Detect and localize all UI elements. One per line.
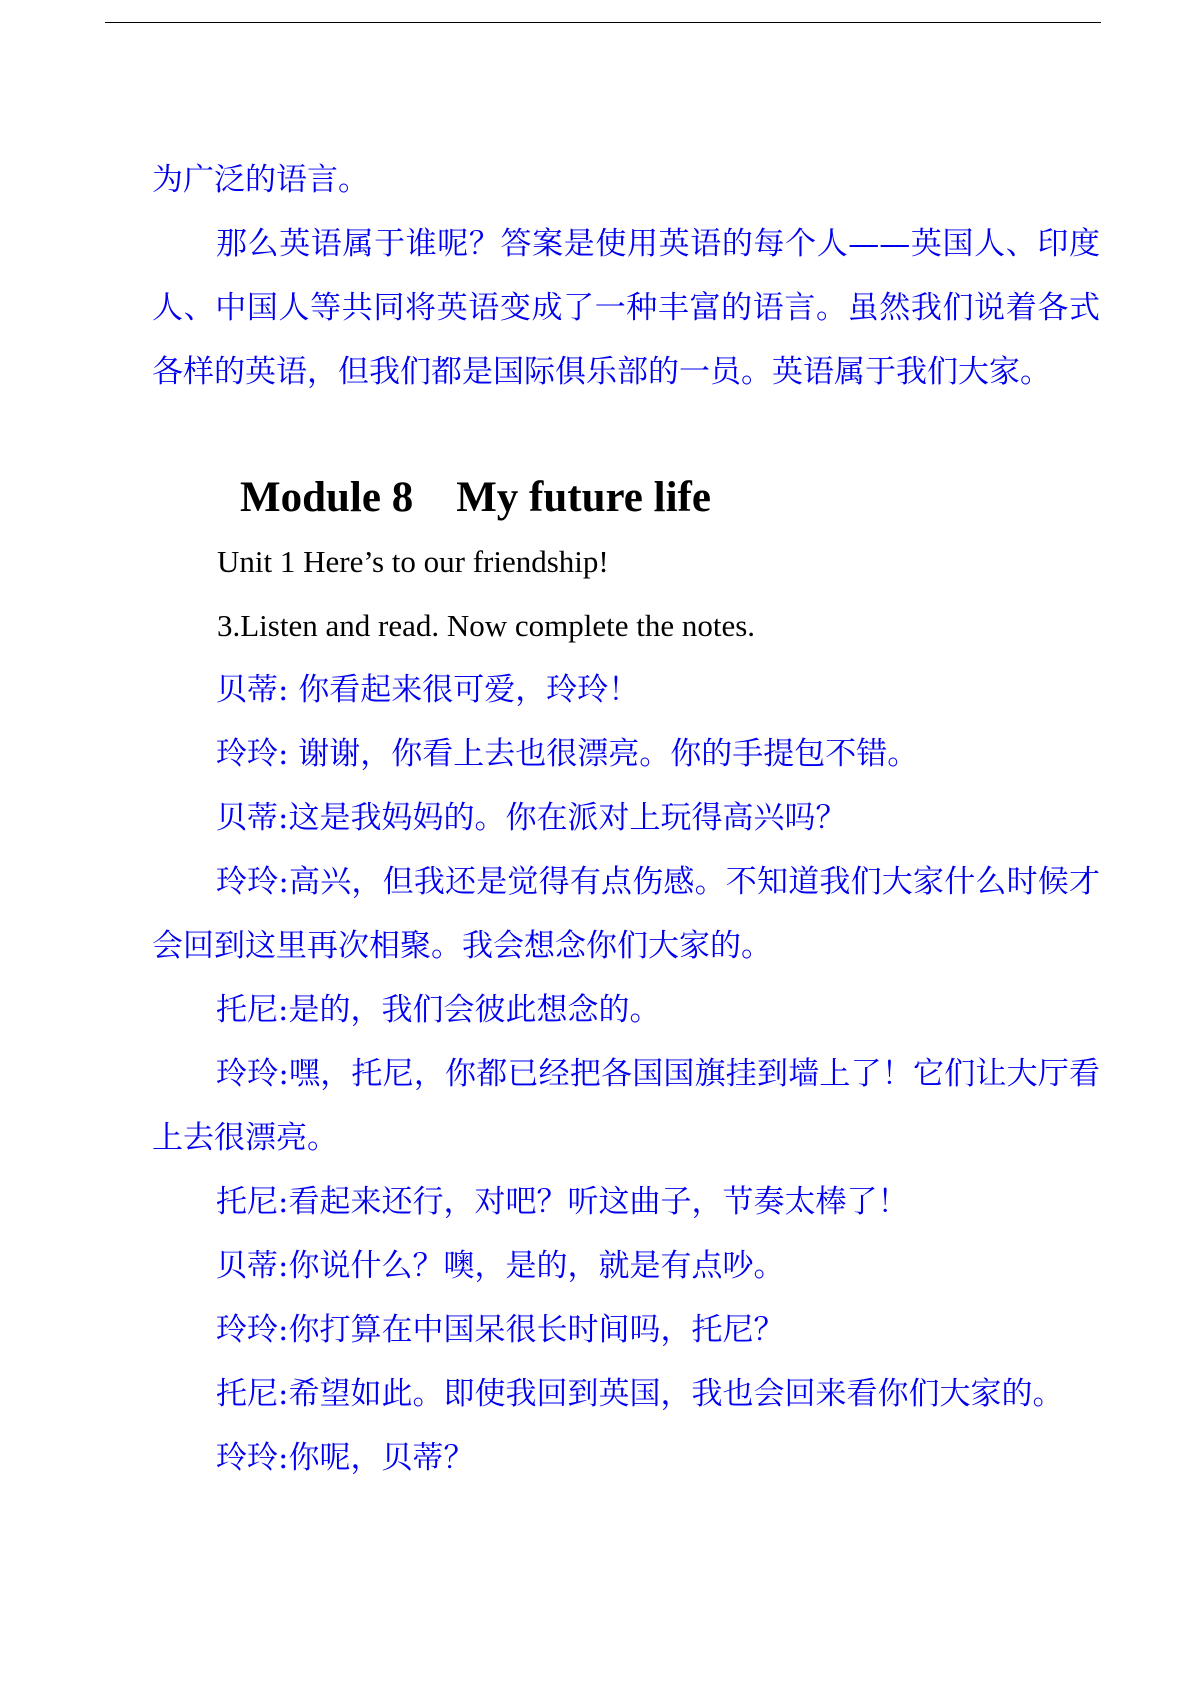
- module-title: Module 8 My future life: [240, 474, 711, 521]
- paragraph-continuation: 为广泛的语言。: [152, 162, 369, 198]
- dialogue: [152, 658, 1100, 1490]
- dialogue-line: 玲玲:高兴，但我还是觉得有点伤感。不知道我们大家什么时候才会回到这里再次相聚。我会想念你们大家的。: [152, 864, 1100, 964]
- paragraph-english-belongs: 那么英语属于谁呢？答案是使用英语的每个人——英国人、印度人、中国人等共同将英语变成了一种丰富的语言。虽然我们说着各式各样的英语，但我们都是国际俱乐部的一员。英语属于我们大家。: [152, 226, 1100, 390]
- dialogue-line: 托尼:看起来还行，对吧？听这曲子，节奏太棒了！: [216, 1184, 909, 1220]
- dialogue-line: 贝蒂:你说什么？噢，是的，就是有点吵。: [216, 1248, 785, 1284]
- dialogue-line: 玲玲:嘿，托尼，你都已经把各国国旗挂到墙上了！它们让大厅看上去很漂亮。: [152, 1056, 1100, 1156]
- dialogue-line: 贝蒂:这是我妈妈的。你在派对上玩得高兴吗？: [216, 800, 847, 836]
- instruction: 3.Listen and read. Now complete the notes.: [217, 608, 756, 643]
- header-rule: [105, 22, 1101, 23]
- dialogue-line: 托尼:希望如此。即使我回到英国，我也会回来看你们大家的。: [216, 1376, 1064, 1412]
- dialogue-line: 玲玲:你打算在中国呆很长时间吗，托尼？: [216, 1312, 785, 1348]
- unit-title: Unit 1 Here’s to our friendship!: [217, 544, 609, 579]
- dialogue-line: 玲玲:你呢，贝蒂？: [216, 1440, 475, 1476]
- page-content: [152, 148, 1100, 1490]
- dialogue-line: 贝蒂: 你看起来很可爱，玲玲！: [216, 672, 640, 708]
- dialogue-line: 玲玲: 谢谢，你看上去也很漂亮。你的手提包不错。: [216, 736, 919, 772]
- dialogue-line: 托尼:是的，我们会彼此想念的。: [216, 992, 661, 1028]
